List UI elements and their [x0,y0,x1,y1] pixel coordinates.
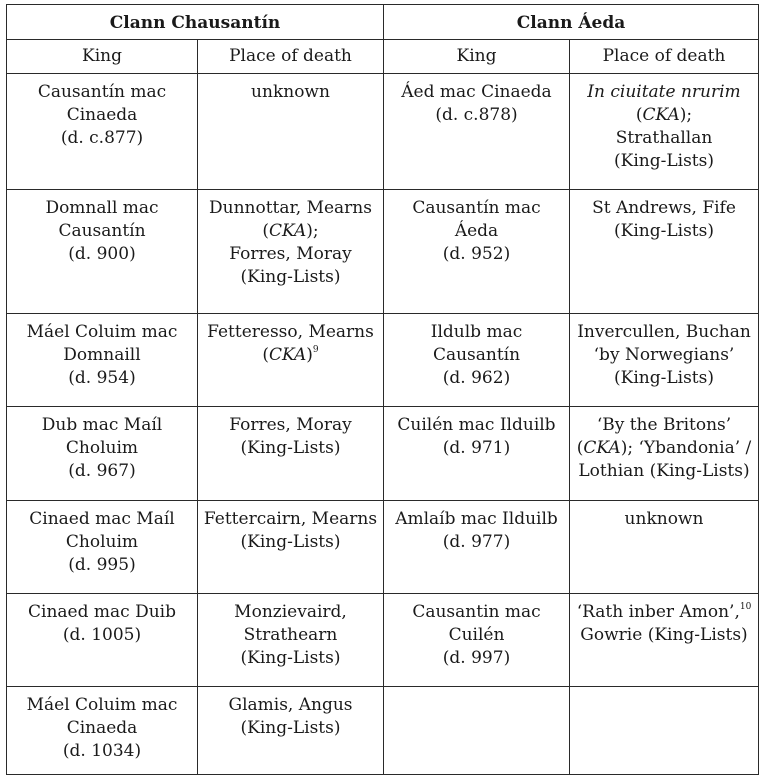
cell-line: Cinaeda [66,105,138,125]
left-king-cell [7,594,198,687]
cell-line: Áed mac Cinaeda [401,82,552,102]
cell-line: Cuilén mac Ilduilb [397,415,556,435]
table-row [7,594,759,687]
cell-line [574,437,754,460]
right-place-cell-empty [570,687,759,775]
paren-close: ); [679,105,693,125]
cka-abbrev: CKA [583,438,621,458]
clan-chausantin-header: Clann Chausantín [7,5,384,40]
right-place-cell [570,314,759,407]
left-king-cell [7,407,198,501]
cell-line: Ildulb mac Causantín [430,322,523,365]
table-row [7,407,759,501]
cell-line: (King-Lists) [240,718,341,738]
right-king-column-header: King [384,40,570,74]
left-king-cell [7,314,198,407]
column-header-row [7,40,759,74]
table-row [7,74,759,190]
cell-line: Strathallan [615,128,713,148]
cell-line: Máel Coluim mac [26,695,178,715]
cell-line: Causantin mac [412,602,541,622]
cell-line: (d. 997) [442,648,511,668]
left-place-cell [198,190,384,314]
left-king-cell [7,190,198,314]
cell-line: St Andrews, Fife [592,198,736,218]
cell-line: Cinaeda [66,718,138,738]
cell-line: (King-Lists) [614,221,714,241]
right-place-cell [570,501,759,594]
cell-line: unknown [624,509,704,529]
cell-line: Monzievaird, [234,602,347,622]
paren-close: ) [306,345,313,365]
cell-line: Choluim [65,532,139,552]
right-place-cell [570,74,759,190]
cell-line: Domnaill [63,345,141,365]
clan-header-row [7,5,759,40]
cell-line: unknown [251,82,330,102]
cell-line: (d. 995) [68,555,136,575]
cell-line: Fetteresso, Mearns [207,322,374,342]
cell-line: Cinaed mac Maíl [29,509,175,529]
cell-line: (d. 900) [68,244,136,264]
footnote-marker: 9 [312,345,319,355]
table-row [7,687,759,775]
cell-line: Dunnottar, Mearns [209,198,372,218]
cell-line: (d. 967) [68,461,136,481]
left-place-cell [198,74,384,190]
right-place-cell [570,594,759,687]
cka-abbrev: CKA [642,105,680,125]
left-place-column-header: Place of death [198,40,384,74]
cell-line: (King-Lists) [240,267,341,287]
cell-line: (d. 1034) [62,741,142,761]
cell-line: Causantín mac [37,82,167,102]
table-row [7,314,759,407]
table-row [7,190,759,314]
footnote-marker: 10 [739,602,752,612]
clan-aeda-header: Clann Áeda [384,5,759,40]
cell-line: ‘by Norwegians’ [593,345,735,365]
cell-line: (King-Lists) [240,648,341,668]
right-king-cell [384,407,570,501]
paren-open: ( [635,105,643,125]
right-place-cell [570,407,759,501]
left-place-cell [198,407,384,501]
cell-line: Dub mac Maíl [41,415,163,435]
cell-line: (King-Lists) [614,368,714,388]
cell-line: (d. 977) [442,532,511,552]
cell-line: Amlaíb mac Ilduilb [395,509,558,529]
cell-line: Cuilén [448,625,505,645]
cell-line: (d. 954) [68,368,136,388]
cell-text: ‘Rath inber Amon’, [576,602,740,622]
cell-line: (King-Lists) [240,438,341,458]
cell-line: Glamis, Angus [228,695,353,715]
right-king-cell [384,314,570,407]
cka-abbrev: CKA [268,345,307,365]
cell-line: (King-Lists) [240,532,341,552]
left-king-column-header: King [7,40,198,74]
cell-line: ‘By the Britons’ [596,415,732,435]
right-king-cell [384,190,570,314]
cell-text: ); ‘Ybandonia’ / [620,438,752,458]
cell-line: Domnall mac [45,198,159,218]
right-place-cell [570,190,759,314]
cell-line: (d. 1005) [62,625,142,645]
cell-line [574,601,754,624]
paren-open: ( [262,221,269,241]
cell-line: (d. 962) [442,368,511,388]
cka-abbrev: CKA [268,221,307,241]
right-king-cell-empty [384,687,570,775]
left-place-cell [198,501,384,594]
cell-line: (d. 952) [442,244,511,264]
cell-line: Invercullen, Buchan [577,322,751,342]
cell-line: In ciuitate nrurim [587,82,741,102]
cell-line: Cinaed mac Duib [28,602,176,622]
table-row [7,501,759,594]
left-place-cell [198,314,384,407]
right-king-cell [384,594,570,687]
left-king-cell [7,501,198,594]
left-place-cell [198,594,384,687]
cell-line: Choluim [65,438,139,458]
right-king-cell [384,501,570,594]
cell-line: (King-Lists) [614,151,714,171]
cell-line: Forres, Moray [229,415,352,435]
table-wrapper [6,4,759,775]
cell-line: Gowrie (King-Lists) [580,625,748,645]
paren-open: ( [576,438,584,458]
cell-line [202,220,379,243]
right-king-cell [384,74,570,190]
left-place-cell [198,687,384,775]
kings-death-table [6,4,759,775]
cell-line: Fettercairn, Mearns [203,509,378,529]
cell-line: (d. 971) [442,438,511,458]
cell-line: Causantín [58,221,146,241]
paren-close: ); [306,221,319,241]
cell-line [202,344,379,367]
cell-line: Strathearn [243,625,338,645]
cell-line: (d. c.877) [60,128,144,148]
cell-line: Lothian (King-Lists) [578,461,750,481]
cell-line: Forres, Moray [229,244,352,264]
left-king-cell [7,74,198,190]
cell-line: Causantín mac Áeda [412,198,541,241]
left-king-cell [7,687,198,775]
cell-line [574,104,754,127]
right-place-column-header: Place of death [570,40,759,74]
paren-open: ( [262,345,269,365]
cell-line: Máel Coluim mac [26,322,178,342]
cell-line: (d. c.878) [435,105,518,125]
